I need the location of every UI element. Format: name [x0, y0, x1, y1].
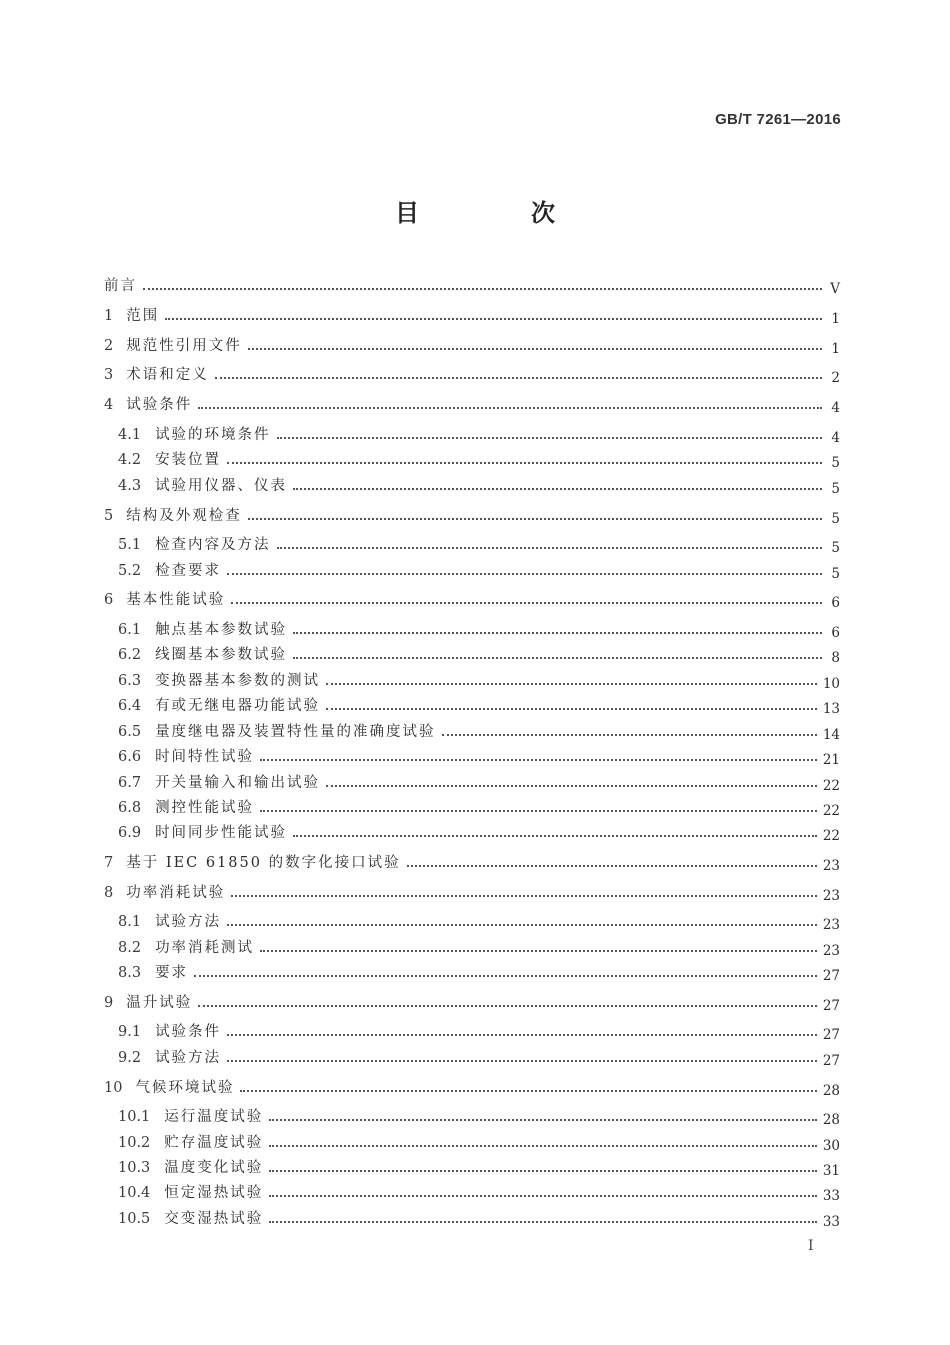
- toc-entry-number: 8.1: [118, 914, 142, 930]
- dot-leader: [293, 657, 822, 659]
- toc-entry-label: 基本性能试验: [126, 592, 226, 608]
- toc-entry-number: 7: [104, 855, 114, 871]
- toc-entry[interactable]: [118, 717, 840, 741]
- toc-entry-number: 8: [104, 885, 114, 901]
- toc-entry-label: 结构及外观检查: [126, 508, 242, 524]
- toc-entry-number: 10.1: [118, 1109, 151, 1125]
- toc-entry-number: 5.1: [118, 537, 142, 553]
- toc-entry-label: 交变湿热试验: [164, 1211, 264, 1227]
- toc-entry-page: 4: [831, 430, 840, 446]
- toc-entry-label: 试验方法: [155, 914, 222, 930]
- toc-entry[interactable]: [104, 1073, 840, 1097]
- dot-leader: [248, 348, 822, 350]
- toc-entry-number: 5.2: [118, 563, 142, 579]
- dot-leader: [231, 895, 817, 897]
- dot-leader: [326, 708, 817, 710]
- toc-entry-label: 时间特性试验: [155, 749, 255, 765]
- toc-entry-page: 27: [822, 998, 840, 1014]
- toc-entry-label: 检查内容及方法: [155, 537, 271, 553]
- toc-entry-label: 温升试验: [126, 995, 193, 1011]
- toc-entry-number: 2: [104, 338, 114, 354]
- dot-leader: [326, 785, 817, 787]
- toc-entry-label: 线圈基本参数试验: [155, 647, 288, 663]
- toc-entry-page: 5: [831, 566, 840, 582]
- toc-entry-label: 开关量输入和输出试验: [155, 775, 321, 791]
- dot-leader: [227, 462, 822, 464]
- dot-leader: [260, 810, 817, 812]
- toc-entry[interactable]: [118, 1043, 840, 1067]
- toc-entry-page: 2: [831, 370, 840, 386]
- toc-entry-label: 要求: [155, 965, 189, 981]
- toc-entry-number: 6.9: [118, 825, 142, 841]
- toc-entry-number: 9.2: [118, 1050, 142, 1066]
- toc-entry-label: 前言: [104, 278, 137, 294]
- toc-entry-number: 4.3: [118, 478, 142, 494]
- dot-leader: [293, 835, 817, 837]
- dot-leader: [293, 632, 822, 634]
- dot-leader: [269, 1145, 817, 1147]
- dot-leader: [269, 1195, 817, 1197]
- toc-entry-label: 试验的环境条件: [155, 427, 271, 443]
- dot-leader: [269, 1170, 817, 1172]
- toc-entry-number: 6.7: [118, 775, 142, 791]
- toc-entry-number: 6.6: [118, 749, 142, 765]
- toc-entry-number: 6.1: [118, 622, 142, 638]
- toc-entry-page: 21: [822, 752, 840, 768]
- toc-entry[interactable]: [104, 848, 840, 872]
- toc-entry-page: 4: [831, 400, 840, 416]
- dot-leader: [143, 288, 822, 290]
- toc-entry-label: 变换器基本参数的测试: [155, 673, 321, 689]
- dot-leader: [227, 924, 817, 926]
- toc-entry-number: 10.2: [118, 1135, 151, 1151]
- toc-entry-label: 有或无继电器功能试验: [155, 698, 321, 714]
- dot-leader: [198, 1005, 817, 1007]
- dot-leader: [269, 1221, 817, 1223]
- page-title: 目 次: [395, 198, 599, 227]
- dot-leader: [269, 1119, 817, 1121]
- toc-entry[interactable]: [104, 585, 840, 609]
- toc-entry-page: 22: [822, 828, 840, 844]
- toc-entry-page: 23: [822, 888, 840, 904]
- dot-leader: [407, 865, 817, 867]
- toc-entry-page: 33: [822, 1214, 840, 1230]
- toc-entry-number: 10: [104, 1080, 123, 1096]
- page-number: I: [808, 1238, 814, 1254]
- toc-entry-page: 8: [831, 650, 840, 666]
- toc-entry-page: 23: [822, 943, 840, 959]
- toc-entry[interactable]: [118, 1204, 840, 1228]
- toc-entry-label: 术语和定义: [126, 367, 209, 383]
- dot-leader: [260, 759, 817, 761]
- toc-entry-label: 功率消耗试验: [126, 885, 226, 901]
- toc-entry-label: 触点基本参数试验: [155, 622, 288, 638]
- dot-leader: [231, 602, 822, 604]
- toc-entry-number: 4.1: [118, 427, 142, 443]
- toc-entry-page: 33: [822, 1188, 840, 1204]
- toc-entry-label: 检查要求: [155, 563, 222, 579]
- toc-entry[interactable]: [118, 420, 840, 444]
- toc-entry[interactable]: [118, 793, 840, 817]
- toc-entry-label: 安装位置: [155, 452, 222, 468]
- toc-entry-label: 试验条件: [155, 1024, 222, 1040]
- toc-entry-number: 6.4: [118, 698, 142, 714]
- toc-entry[interactable]: [118, 1178, 840, 1202]
- dot-leader: [277, 437, 822, 439]
- toc-entry-number: 3: [104, 367, 114, 383]
- toc-entry-number: 8.2: [118, 940, 142, 956]
- toc-entry-number: 9: [104, 995, 114, 1011]
- toc-entry-number: 4.2: [118, 452, 142, 468]
- toc-entry-label: 贮存温度试验: [164, 1135, 264, 1151]
- toc-entry-label: 量度继电器及装置特性量的准确度试验: [155, 724, 436, 740]
- toc-entry-label: 基于 IEC 61850 的数字化接口试验: [126, 855, 401, 871]
- toc-entry-number: 6: [104, 592, 114, 608]
- toc-entry[interactable]: [118, 1128, 840, 1152]
- dot-leader: [240, 1090, 816, 1092]
- toc-entry[interactable]: [118, 445, 840, 469]
- toc-entry[interactable]: [118, 1102, 840, 1126]
- toc-entry[interactable]: [104, 301, 840, 325]
- toc-entry[interactable]: [104, 878, 840, 902]
- toc-entry-page: 22: [822, 778, 840, 794]
- toc-entry-label: 恒定湿热试验: [164, 1185, 264, 1201]
- dot-leader: [194, 975, 817, 977]
- toc-entry[interactable]: [104, 271, 840, 295]
- toc-entry-page: V: [830, 281, 840, 297]
- toc-entry-page: 22: [822, 803, 840, 819]
- toc-entry[interactable]: [118, 666, 840, 690]
- dot-leader: [198, 407, 822, 409]
- toc-entry-number: 5: [104, 508, 114, 524]
- toc-entry-label: 测控性能试验: [155, 800, 255, 816]
- toc-entry-number: 9.1: [118, 1024, 142, 1040]
- dot-leader: [248, 518, 822, 520]
- toc-entry-number: 8.3: [118, 965, 142, 981]
- toc-entry-number: 10.5: [118, 1211, 151, 1227]
- toc-entry-label: 试验条件: [126, 397, 193, 413]
- toc-entry[interactable]: [104, 360, 840, 384]
- toc-entry-page: 23: [822, 858, 840, 874]
- toc-entry[interactable]: [118, 530, 840, 554]
- dot-leader: [326, 683, 817, 685]
- toc-entry[interactable]: [104, 501, 840, 525]
- toc-entry-page: 27: [822, 1053, 840, 1069]
- toc-entry[interactable]: [118, 768, 840, 792]
- toc-entry-page: 5: [831, 540, 840, 556]
- toc-entry-page: 28: [822, 1083, 840, 1099]
- toc-entry[interactable]: [118, 615, 840, 639]
- toc-entry-number: 1: [104, 308, 114, 324]
- toc-entry-page: 23: [822, 917, 840, 933]
- toc-entry-label: 规范性引用文件: [126, 338, 242, 354]
- toc-entry-number: 6.8: [118, 800, 142, 816]
- toc-entry[interactable]: [118, 691, 840, 715]
- dot-leader: [442, 734, 817, 736]
- toc-entry-label: 气候环境试验: [135, 1080, 235, 1096]
- toc-entry-page: 5: [831, 511, 840, 527]
- toc-entry[interactable]: [118, 556, 840, 580]
- dot-leader: [227, 1060, 817, 1062]
- toc-entry[interactable]: [118, 907, 840, 931]
- toc-entry-label: 试验方法: [155, 1050, 222, 1066]
- toc-entry-page: 5: [831, 481, 840, 497]
- toc-entry-page: 10: [822, 676, 840, 692]
- toc-entry[interactable]: [118, 1017, 840, 1041]
- toc-entry[interactable]: [104, 390, 840, 414]
- toc-entry-page: 28: [822, 1112, 840, 1128]
- toc-entry-page: 13: [822, 701, 840, 717]
- toc-entry-page: 6: [831, 595, 840, 611]
- dot-leader: [227, 1034, 817, 1036]
- toc-entry-label: 试验用仪器、仪表: [155, 478, 288, 494]
- toc-entry[interactable]: [104, 988, 840, 1012]
- dot-leader: [215, 377, 822, 379]
- toc-entry-page: 27: [822, 968, 840, 984]
- toc-entry-page: 1: [831, 341, 840, 357]
- toc-entry[interactable]: [118, 742, 840, 766]
- toc-entry-page: 30: [822, 1138, 840, 1154]
- dot-leader: [260, 950, 817, 952]
- toc-entry-page: 5: [831, 455, 840, 471]
- toc-entry-page: 6: [831, 625, 840, 641]
- toc-entry-label: 范围: [126, 308, 160, 324]
- toc-entry-number: 10.3: [118, 1160, 151, 1176]
- standard-code: GB/T 7261—2016: [715, 111, 841, 128]
- toc-entry[interactable]: [118, 933, 840, 957]
- toc-entry-label: 运行温度试验: [164, 1109, 264, 1125]
- toc-entry[interactable]: [118, 1153, 840, 1177]
- toc-entry[interactable]: [104, 331, 840, 355]
- toc-entry-label: 温度变化试验: [164, 1160, 264, 1176]
- dot-leader: [293, 488, 822, 490]
- toc-entry-page: 14: [822, 727, 840, 743]
- toc-entry-number: 6.2: [118, 647, 142, 663]
- dot-leader: [277, 547, 822, 549]
- toc-entry-number: 10.4: [118, 1185, 151, 1201]
- toc-entry-label: 功率消耗测试: [155, 940, 255, 956]
- toc-entry-page: 1: [831, 311, 840, 327]
- toc-entry-page: 27: [822, 1027, 840, 1043]
- toc-entry-number: 6.5: [118, 724, 142, 740]
- toc-entry[interactable]: [118, 958, 840, 982]
- toc-entry[interactable]: [118, 471, 840, 495]
- dot-leader: [165, 318, 822, 320]
- toc-entry-label: 时间同步性能试验: [155, 825, 288, 841]
- toc-entry[interactable]: [118, 818, 840, 842]
- dot-leader: [227, 573, 822, 575]
- toc-entry-number: 6.3: [118, 673, 142, 689]
- toc-entry-page: 31: [822, 1163, 840, 1179]
- toc-entry-number: 4: [104, 397, 114, 413]
- toc-entry[interactable]: [118, 640, 840, 664]
